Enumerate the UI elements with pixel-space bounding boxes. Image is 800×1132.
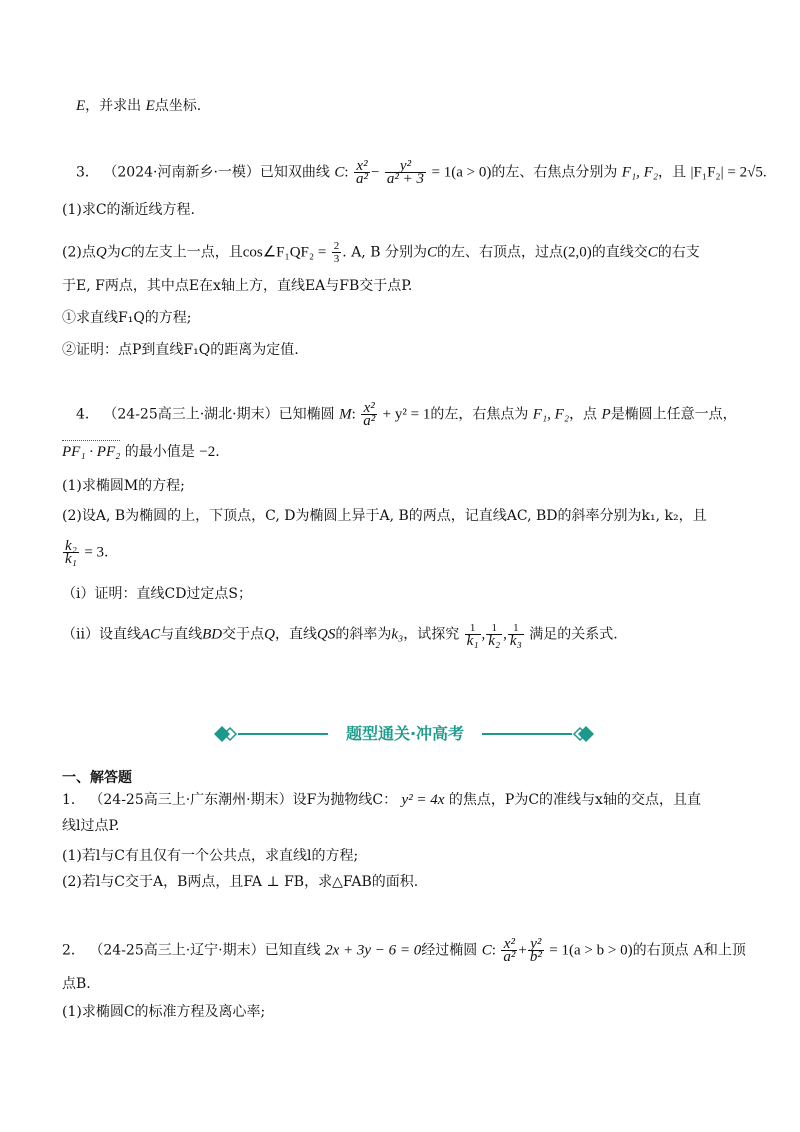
problem-3-part-1: (1)求C的渐近线方程. <box>62 202 195 218</box>
banner-title: 题型通关·冲高考 <box>345 724 465 743</box>
left-diamond-icon <box>214 726 236 742</box>
fraction-k2-k1: $\frac{\text{k₂}}{\text{k₁}}$ <box>65 538 77 567</box>
problem-3-sub-1: ①求直线F₁Q的方程; <box>62 310 192 326</box>
question-2-part-1: (1)求椭圆C的标准方程及离心率; <box>62 1004 266 1020</box>
fraction-y2-a2plus3: $\frac{\text{y²}}{\text{a² + 3}}$ <box>386 158 425 187</box>
question-1-part-1: (1)若l与C有且仅有一个公共点，求直线l的方程; <box>62 848 359 864</box>
question-2-line-2: 点B. <box>62 976 91 992</box>
question-1-part-2: (2)若l与C交于A，B两点，且FA ⊥ FB，求△FAB的面积. <box>62 874 419 890</box>
section-heading: 一、解答题 <box>62 770 132 786</box>
fraction-x2-a2-q2: $\frac{\text{x²}}{\text{a²}}$ <box>503 936 516 965</box>
section-banner <box>210 720 600 748</box>
right-diamond-icon <box>574 726 594 742</box>
problem-4-sub-2: （ⅱ）设直线AC与直线BD交于点Q，直线QS的斜率为k₃，试探究 $\frac{1}{\text{k₁}}$ , $\frac{1}{\text{k₂}}$ , $\frac{1}{\text{k₃}}$ 满足的关系式. <box>62 622 618 649</box>
fraction-x2-a2-ellipse: $\frac{\text{x²}}{\text{a²}}$ <box>363 400 376 429</box>
fraction-1-k3: $\frac{1}{\text{k₃}}$ <box>509 622 522 649</box>
fraction-2-3: $\frac{2}{3}$ <box>333 240 340 265</box>
problem-4-sub-1: （ⅰ）证明：直线CD过定点S； <box>62 586 253 602</box>
banner-right-rule <box>482 733 572 735</box>
problem-3-part-2-line-2: 于E, F两点，其中点E在x轴上方，直线EA与FB交于点P. <box>62 278 413 294</box>
question-1-line-2: 线l过点P. <box>62 818 120 834</box>
fraction-1-k2: $\frac{1}{\text{k₂}}$ <box>488 622 501 649</box>
problem-4-statement: 4． （24-25高三上·湖北·期末）已知椭圆 M: $\frac{\text{x²}}{\text{a²}}$ + y² = 1的左，右焦点为 F₁, F₂，点 P是椭圆上任意一点， <box>76 400 737 429</box>
question-2-statement: 2． （24-25高三上·辽宁·期末）已知直线 2x + 3y − 6 = 0经过椭圆 C: $\frac{\text{x²}}{\text{a²}}$ + $\frac{\text{y²}}{\text{b²}}$ = 1(a > b > 0)的右顶点 A和上顶 <box>62 936 746 965</box>
problem-3-statement: 3． （2024·河南新乡·一模）已知双曲线 C: $\frac{\text{x²}}{\text{a²}}$ − $\frac{\text{y²}}{\text{a² + 3}}$ = 1(a > 0)的左、右焦点分别为 F₁, F₂，且 |F₁F₂| = 2√5. <box>76 158 767 187</box>
fraction-y2-b2-q2: $\frac{\text{y²}}{\text{b²}}$ <box>529 936 542 965</box>
top-line: E，并求出 E点坐标. <box>76 98 202 114</box>
fraction-1-k1: $\frac{1}{\text{k₁}}$ <box>466 622 479 649</box>
banner-left-rule <box>238 733 328 735</box>
problem-4-dot-product: PF₁ · PF₂ 的最小值是 −2. <box>62 444 220 460</box>
problem-4-part-1: (1)求椭圆M的方程; <box>62 478 185 494</box>
problem-4-ratio: $\frac{\text{k₂}}{\text{k₁}}$ = 3. <box>65 538 109 567</box>
question-1-statement: 1． （24-25高三上·广东潮州·期末）设F为抛物线C： y² = 4x 的焦点，P为C的准线与x轴的交点，且直 <box>62 792 701 808</box>
problem-3-part-2: (2)点Q为C的左支上一点，且cos∠F₁QF₂ = $\frac{2}{3}$ . A, B 分别为C的左、右顶点，过点(2,0)的直线交C的右支 <box>62 240 700 265</box>
problem-3-sub-2: ②证明：点P到直线F₁Q的距离为定值. <box>62 342 299 358</box>
problem-4-part-2: (2)设A, B为椭圆的上，下顶点，C, D为椭圆上异于A, B的两点，记直线AC, BD的斜率分别为k₁, k₂，且 <box>62 508 707 524</box>
fraction-x2-a2: $\frac{\text{x²}}{\text{a²}}$ <box>356 158 368 187</box>
